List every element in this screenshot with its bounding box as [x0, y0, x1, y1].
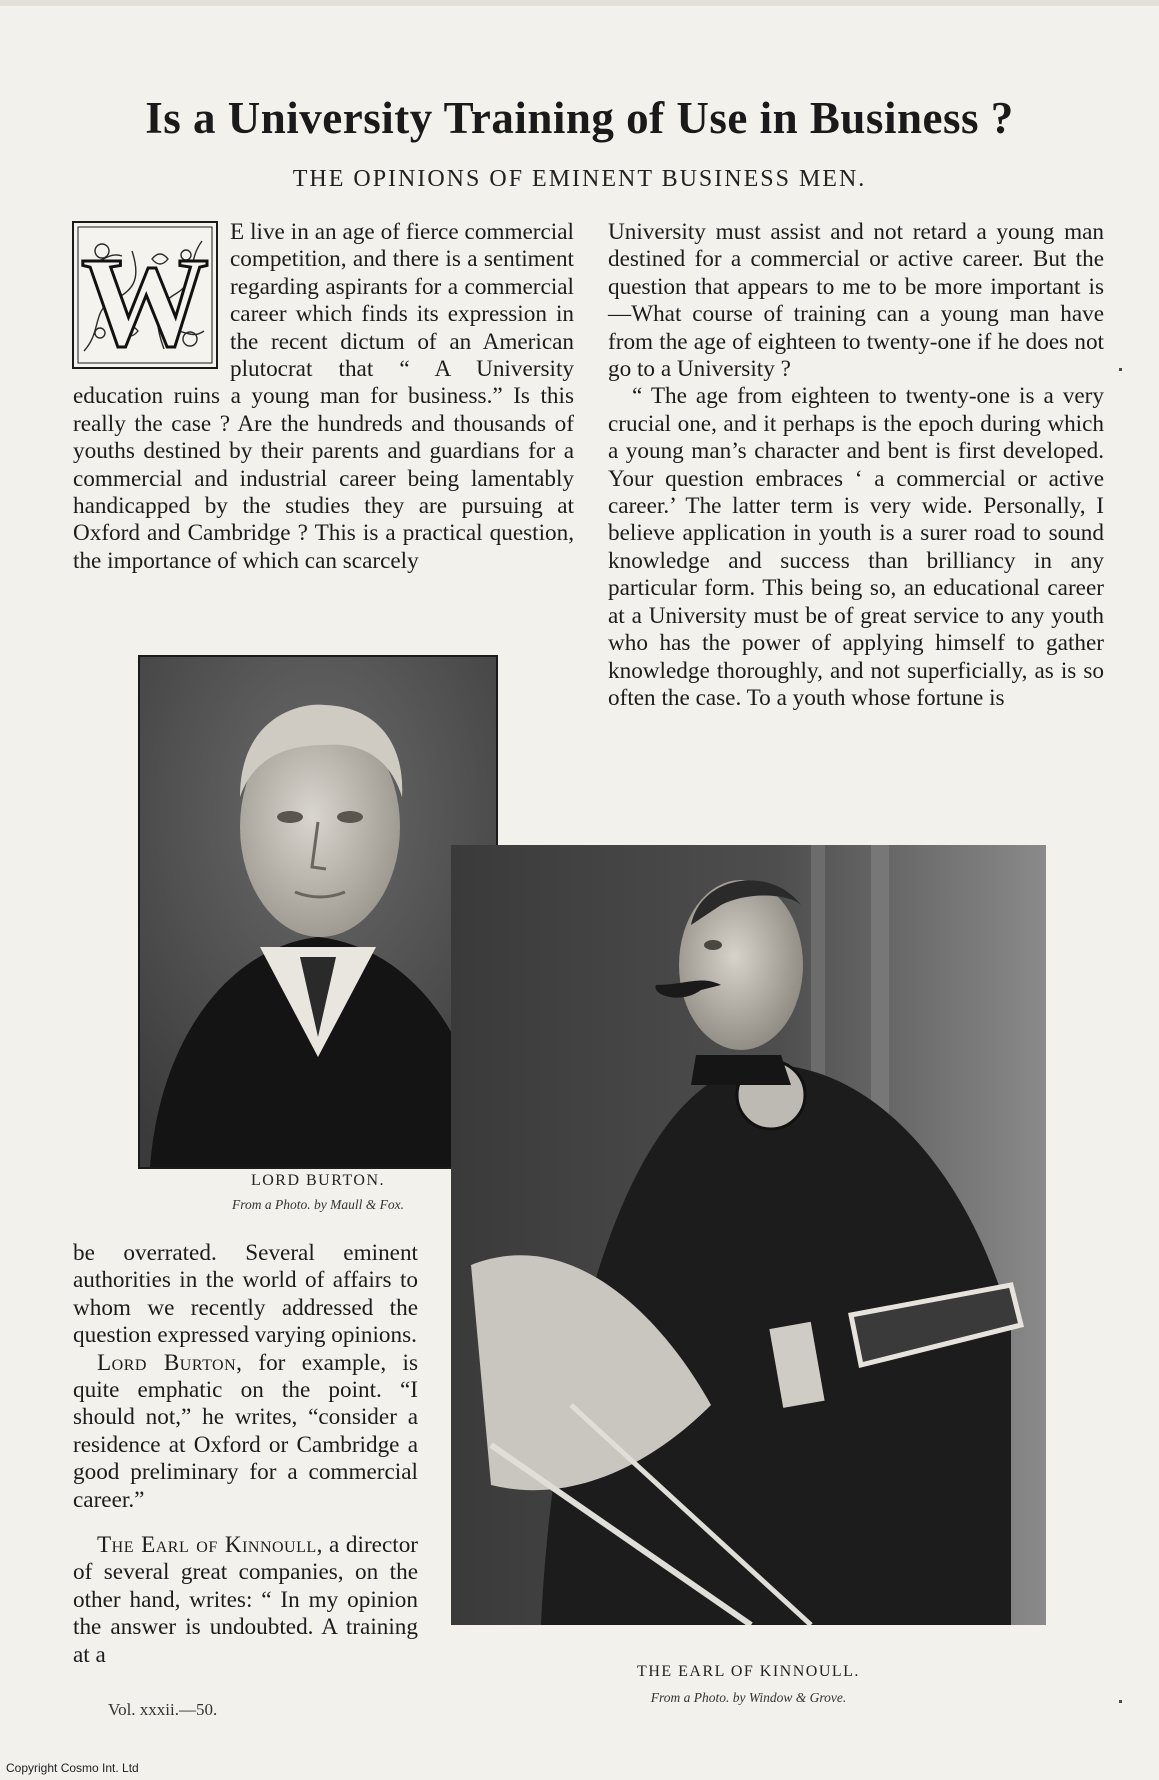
print-mark: [1119, 1700, 1122, 1703]
column-2-paragraph-2: “ The age from eighteen to twenty-one is a very crucial one, and it perhaps is the epoch during which a young man’s character and bent is first developed. Your question embraces ‘ a commercial or active career.’ The latter term is very wide. Personally, I believe application in youth is a surer road to sound knowledge and success than brilliancy in any particular form. This being so, an educational career at a University must be of great service to any youth who has the power of applying himself to gather knowledge thoroughly, and not superficially, as is so often the case. To a youth whose fortune is: [608, 383, 1104, 711]
column-2-paragraph-1: University must assist and not retard a young man destined for a commercial or active career. But the question that appears to me to be more important is—What course of training can a young man have from the age of eighteen to twenty-one if he does not go to a University ?: [608, 219, 1104, 383]
burton-caption: LORD BURTON.: [250, 1172, 386, 1189]
dropcap-letter: W: [81, 231, 209, 369]
kinnoull-caption: THE EARL OF KINNOULL.: [637, 1663, 860, 1680]
copyright-notice: Copyright Cosmo Int. Ltd: [6, 1761, 139, 1775]
kinnoull-credit: From a Photo. by Window & Grove.: [650, 1690, 847, 1705]
earl-of-kinnoull-photo: [451, 845, 1046, 1625]
print-mark: [1119, 368, 1122, 371]
column-1-intro: [73, 219, 574, 629]
dropcap-ornament: [72, 221, 218, 369]
intro-paragraph: E live in an age of fierce commercial competition, and there is a sentiment regarding aspirants for a commercial career which finds its expression in the recent dictum of an American plutocrat that “ A University education ruins a young man for business.” Is this really the case ? Are the hundreds and thousands of youths destined by their parents and guardians for a commercial and industrial career being lamentably handicapped by the studies they are pursuing at Oxford and Cambridge ? This is a practical question, the importance of which can scarcely: [73, 219, 574, 574]
article-subtitle: THE OPINIONS OF EMINENT BUSINESS MEN.: [292, 166, 867, 192]
burton-quote: , for example, is quite emphatic on the point. “I should not,” he writes, “consider a residence at Oxford or Cambridge a good preliminary for a commercial career.”: [73, 1349, 418, 1513]
column-2: [608, 219, 1104, 712]
burton-paragraph: [73, 1350, 418, 1514]
continuation-paragraph: be overrated. Several eminent authorities in the world of affairs to whom we recently addressed the question expressed varying opinions.: [73, 1240, 418, 1349]
volume-folio: Vol. xxxii.—50.: [108, 1700, 218, 1719]
kinnoull-paragraph: [73, 1532, 418, 1669]
column-1-continuation: [73, 1240, 418, 1669]
kinnoull-quote: , a director of several great companies, on the other hand, writes: “ In my opinion the answer is undoubted. A training at a: [73, 1532, 419, 1668]
article-title: Is a University Training of Use in Business ?: [145, 93, 1014, 143]
page-top-edge: [0, 0, 1159, 6]
kinnoull-name: The Earl of Kinnoull: [97, 1532, 317, 1559]
burton-name: Lord Burton: [97, 1349, 237, 1376]
burton-credit: From a Photo. by Maull & Fox.: [232, 1197, 404, 1212]
lord-burton-photo: [138, 655, 498, 1169]
